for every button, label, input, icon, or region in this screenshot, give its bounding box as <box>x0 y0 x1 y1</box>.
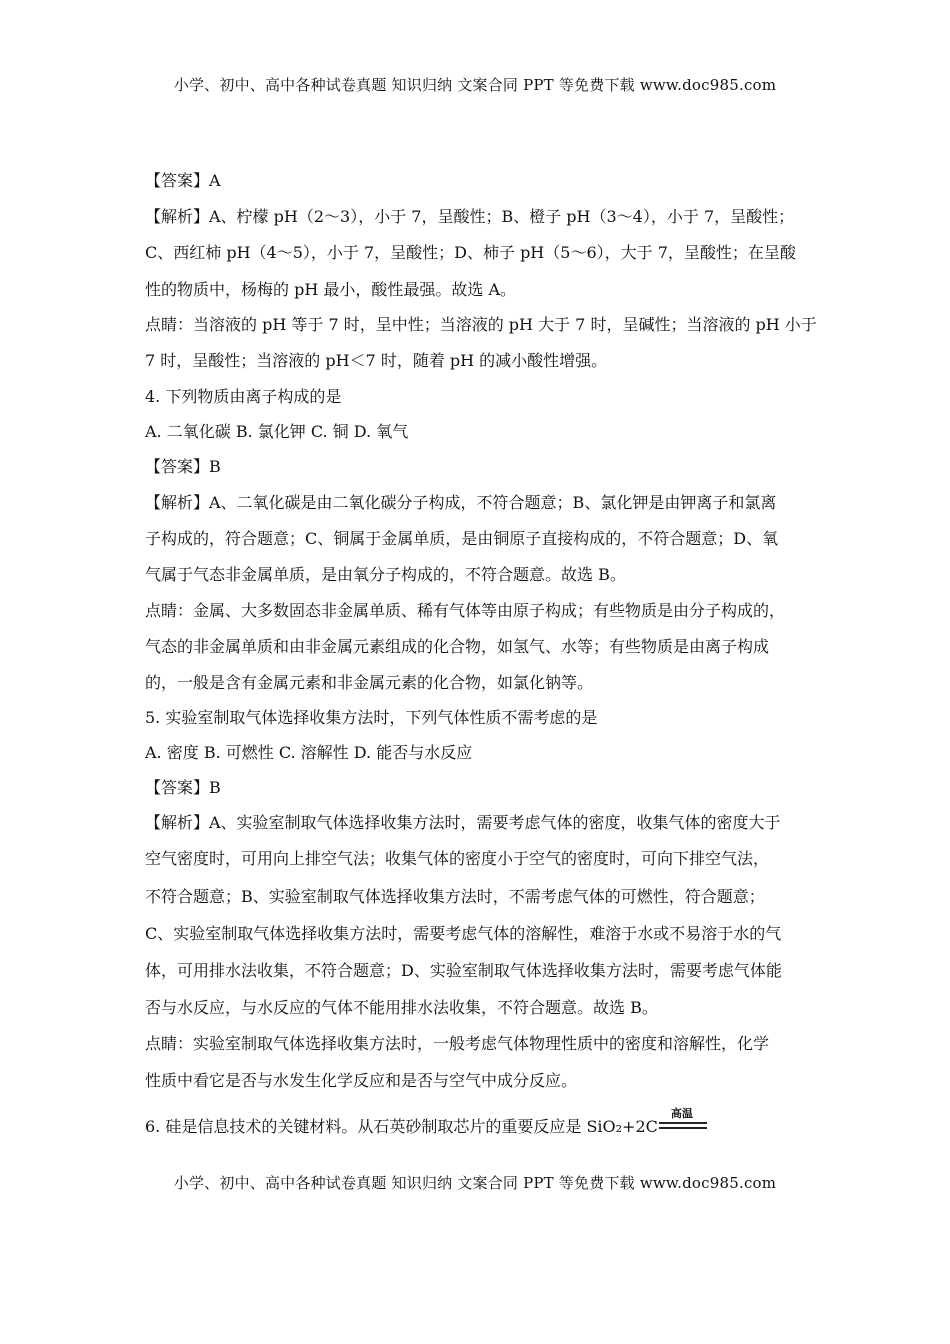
reaction-condition-sign <box>659 1106 709 1138</box>
analysis-line: C、实验室制取气体选择收集方法时，需要考虑气体的溶解性，难溶于水或不易溶于水的气 <box>145 924 782 943</box>
answer-line: 【答案】A <box>145 171 221 190</box>
question-6-text: 6. 硅是信息技术的关键材料。从石英砂制取芯片的重要反应是 SiO₂+2C <box>145 1117 658 1136</box>
question-5-options: A. 密度 B. 可燃性 C. 溶解性 D. 能否与水反应 <box>145 743 473 762</box>
page-footer: 小学、初中、高中各种试卷真题 知识归纳 文案合同 PPT 等免费下载 www.doc985.com <box>173 1174 777 1192</box>
analysis-line: 【解析】A、实验室制取气体选择收集方法时，需要考虑气体的密度，收集气体的密度大于 <box>145 813 781 832</box>
question-4: 4. 下列物质由离子构成的是 <box>145 387 342 406</box>
analysis-line: 空气密度时，可用向上排空气法；收集气体的密度小于空气的密度时，可向下排空气法， <box>145 849 770 868</box>
analysis-line: 性的物质中，杨梅的 pH 最小，酸性最强。故选 A。 <box>145 280 517 299</box>
tip-line: 点睛：实验室制取气体选择收集方法时，一般考虑气体物理性质中的密度和溶解性，化学 <box>145 1034 770 1053</box>
analysis-line: 气属于气态非金属单质，是由氧分子构成的，不符合题意。故选 B。 <box>145 565 626 584</box>
question-4-options: A. 二氧化碳 B. 氯化钾 C. 铜 D. 氧气 <box>145 422 409 441</box>
analysis-line: C、西红柿 pH（4～5），小于 7，呈酸性；D、柿子 pH（5～6），大于 7，呈酸性；在呈酸 <box>145 243 796 262</box>
analysis-line: 体，可用排水法收集，不符合题意；D、实验室制取气体选择收集方法时，需要考虑气体能 <box>145 961 782 980</box>
answer-line: 【答案】B <box>145 778 221 797</box>
tip-line: 气态的非金属单质和由非金属元素组成的化合物，如氢气、水等；有些物质是由离子构成 <box>145 637 770 656</box>
question-5: 5. 实验室制取气体选择收集方法时，下列气体性质不需考虑的是 <box>145 708 598 727</box>
tip-line: 点睛：金属、大多数固态非金属单质、稀有气体等由原子构成；有些物质是由分子构成的， <box>145 601 786 620</box>
tip-line: 7 时，呈酸性；当溶液的 pH＜7 时，随着 pH 的减小酸性增强。 <box>145 351 608 370</box>
equals-bar-bottom <box>659 1127 707 1129</box>
analysis-line: 不符合题意；B、实验室制取气体选择收集方法时，不需考虑气体的可燃性，符合题意； <box>145 887 765 906</box>
answer-line: 【答案】B <box>145 457 221 476</box>
tip-line: 性质中看它是否与水发生化学反应和是否与空气中成分反应。 <box>145 1071 578 1090</box>
tip-line: 点睛：当溶液的 pH 等于 7 时，呈中性；当溶液的 pH 大于 7 时，呈碱性；当溶液的 pH 小于 <box>145 315 817 334</box>
equals-bar-top <box>659 1122 707 1124</box>
analysis-line: 【解析】A、二氧化碳是由二氧化碳分子构成，不符合题意；B、氯化钾是由钾离子和氯离 <box>145 493 777 512</box>
reaction-condition-label: 高温 <box>670 1106 693 1120</box>
tip-line: 的，一般是含有金属元素和非金属元素的化合物，如氯化钠等。 <box>145 673 594 692</box>
analysis-line: 子构成的，符合题意；C、铜属于金属单质，是由铜原子直接构成的，不符合题意；D、氧 <box>145 529 779 548</box>
page-header: 小学、初中、高中各种试卷真题 知识归纳 文案合同 PPT 等免费下载 www.doc985.com <box>173 76 777 94</box>
question-6 <box>145 1106 709 1138</box>
analysis-line: 否与水反应，与水反应的气体不能用排水法收集，不符合题意。故选 B。 <box>145 998 658 1017</box>
analysis-line: 【解析】A、柠檬 pH（2～3），小于 7，呈酸性；B、橙子 pH（3～4），小于 7，呈酸性； <box>145 207 795 226</box>
